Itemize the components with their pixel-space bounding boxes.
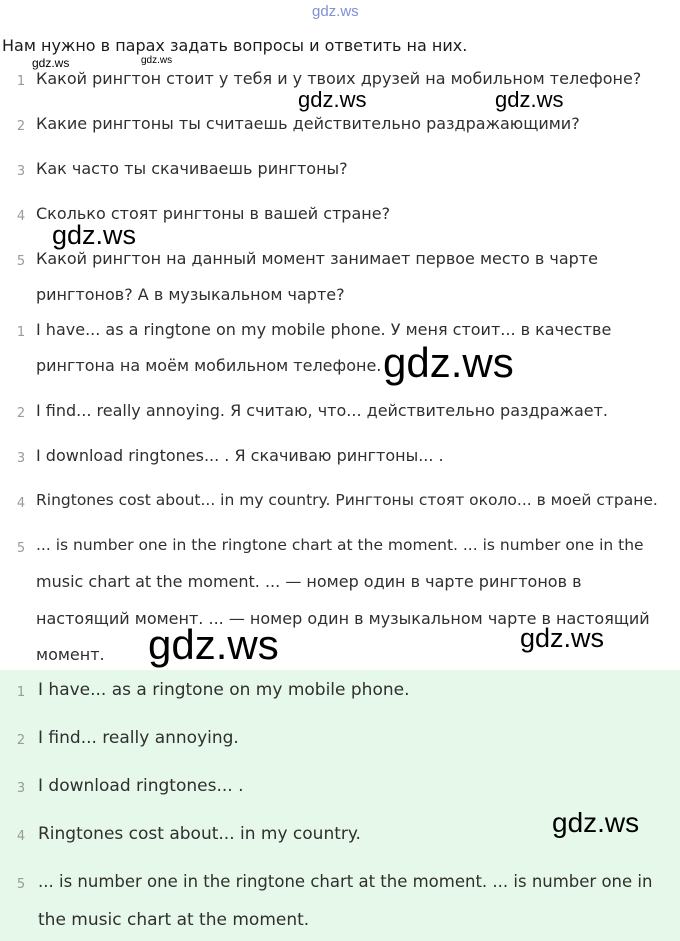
question-text: рингтонов? А в музыкальном чарте? xyxy=(36,285,345,304)
question-number: 4 xyxy=(16,209,26,224)
answer-number: 4 xyxy=(16,829,26,844)
answer-text: the music chart at the moment. xyxy=(38,910,310,930)
watermark: gdz.ws xyxy=(148,621,279,668)
answer-text: ... is number one in the ringtone chart at the moment. ... is number one in xyxy=(38,872,653,891)
phrase-text: ... is number one in the ringtone chart at the moment. ... is number one in the xyxy=(36,536,644,554)
question-number: 3 xyxy=(16,164,26,179)
phrase-number: 5 xyxy=(16,541,26,556)
phrase-text: I find... really annoying. Я считаю, что... действительно раздражает. xyxy=(36,401,608,420)
phrase-text: настоящий момент. ... — номер один в музыкальном чарте в настоящий xyxy=(36,609,650,628)
phrase-number: 2 xyxy=(16,406,26,421)
watermark: gdz.ws xyxy=(141,55,173,66)
answer-number: 3 xyxy=(16,781,26,796)
question-number: 1 xyxy=(16,74,26,89)
header-watermark: gdz.ws xyxy=(312,3,359,20)
phrase-text: I have... as a ringtone on my mobile phone. У меня стоит... в качестве xyxy=(36,320,612,339)
phrase-number: 4 xyxy=(16,496,26,511)
watermark: gdz.ws xyxy=(383,339,514,386)
question-text: Сколько стоят рингтоны в вашей стране? xyxy=(36,204,391,223)
watermark: gdz.ws xyxy=(52,220,137,250)
phrase-text: Ringtones cost about... in my country. Рингтоны стоят около... в моей стране. xyxy=(36,491,658,509)
question-text: Какой рингтон на данный момент занимает первое место в чарте xyxy=(36,249,598,268)
question-number: 2 xyxy=(16,119,26,134)
phrase-text: момент. xyxy=(36,645,105,664)
question-text: Какой рингтон стоит у тебя и у твоих друзей на мобильном телефоне? xyxy=(36,69,642,88)
answer-text: I have... as a ringtone on my mobile phone. xyxy=(38,680,410,700)
intro-text: Нам нужно в парах задать вопросы и ответить на них. xyxy=(2,36,468,55)
watermark: gdz.ws xyxy=(32,56,70,70)
phrase-text: рингтона на моём мобильном телефоне. xyxy=(36,356,382,375)
answer-number: 2 xyxy=(16,733,26,748)
answer-text: I download ringtones... . xyxy=(38,776,244,796)
answer-text: Ringtones cost about... in my country. xyxy=(38,824,361,844)
question-text: Как часто ты скачиваешь рингтоны? xyxy=(36,159,348,178)
phrase-text: I download ringtones... . Я скачиваю рингтоны... . xyxy=(36,446,444,465)
phrase-text: music chart at the moment. ... — номер один в чарте рингтонов в xyxy=(36,572,582,591)
phrase-number: 1 xyxy=(16,325,26,340)
answer-block xyxy=(0,670,680,941)
phrase-number: 3 xyxy=(16,451,26,466)
answer-number: 1 xyxy=(16,685,26,700)
answer-number: 5 xyxy=(16,877,26,892)
watermark: gdz.ws xyxy=(495,87,564,112)
question-text: Какие рингтоны ты считаешь действительно раздражающими? xyxy=(36,114,580,133)
answer-text: I find... really annoying. xyxy=(38,728,239,748)
watermark: gdz.ws xyxy=(552,807,640,838)
question-number: 5 xyxy=(16,254,26,269)
watermark: gdz.ws xyxy=(520,623,605,653)
watermark: gdz.ws xyxy=(298,87,367,112)
